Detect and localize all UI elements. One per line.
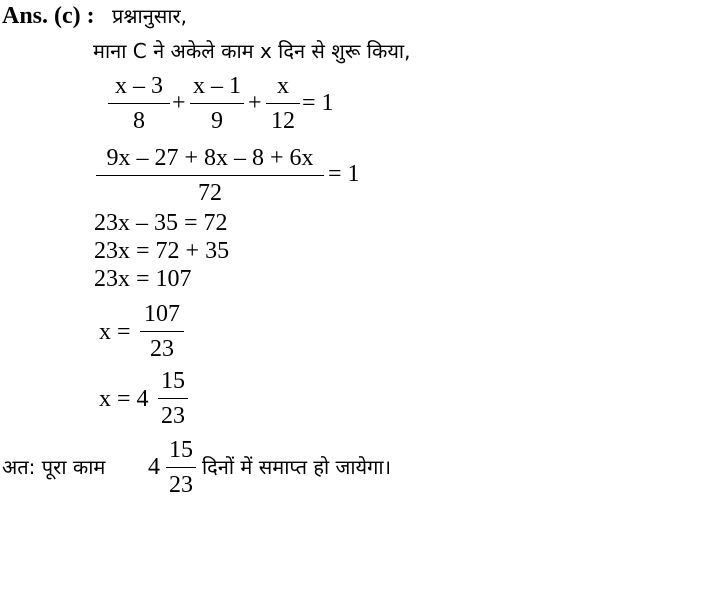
fraction-term-2 — [190, 72, 244, 135]
fraction-bar — [266, 103, 300, 104]
fraction-denominator: 23 — [150, 336, 174, 363]
conclusion-fraction — [166, 436, 196, 499]
step-line: 23x = 107 — [94, 266, 192, 292]
plus-operator: + — [248, 90, 262, 116]
answer-label: Ans. (c) : — [2, 3, 95, 29]
fraction-term-3 — [266, 72, 300, 135]
assumption-statement: माना C ने अकेले काम x दिन से शुरू किया, — [93, 39, 411, 63]
fraction-numerator: 107 — [144, 301, 180, 327]
conclusion-text-before: अत: पूरा काम — [2, 455, 106, 479]
fraction-numerator: x – 3 — [115, 73, 163, 99]
fraction-denominator: 72 — [198, 180, 222, 207]
equals-one: = 1 — [302, 90, 334, 116]
fraction-denominator: 8 — [133, 108, 145, 135]
fraction-bar — [96, 175, 324, 176]
fraction-numerator: 15 — [161, 368, 185, 394]
fraction-bar — [158, 398, 188, 399]
fraction-bar — [140, 331, 184, 332]
fraction-numerator: x – 1 — [193, 73, 241, 99]
fraction-bar — [108, 103, 170, 104]
step-line: 23x = 72 + 35 — [94, 238, 230, 264]
fraction-denominator: 12 — [271, 108, 295, 135]
fraction-combined — [96, 144, 324, 207]
fraction-numerator: 9x – 27 + 8x – 8 + 6x — [106, 145, 314, 171]
fraction-denominator: 23 — [161, 403, 185, 430]
fraction-bar — [190, 103, 244, 104]
x-equals-whole: x = 4 — [99, 386, 149, 412]
fraction-numerator: x — [277, 73, 289, 99]
fraction-numerator: 15 — [169, 437, 193, 463]
fraction-value — [158, 367, 188, 430]
fraction-bar — [166, 467, 196, 468]
fraction-denominator: 23 — [169, 472, 193, 499]
fraction-term-1 — [108, 72, 170, 135]
intro-text: प्रश्नानुसार, — [112, 4, 188, 28]
fraction-denominator: 9 — [211, 108, 223, 135]
plus-operator: + — [172, 90, 186, 116]
equals-one: = 1 — [328, 161, 360, 187]
conclusion-text-after: दिनों में समाप्त हो जायेगा। — [202, 455, 392, 479]
fraction-value — [140, 300, 184, 363]
conclusion-whole-number: 4 — [148, 454, 160, 480]
x-equals: x = — [99, 319, 131, 345]
step-line: 23x – 35 = 72 — [94, 210, 228, 236]
